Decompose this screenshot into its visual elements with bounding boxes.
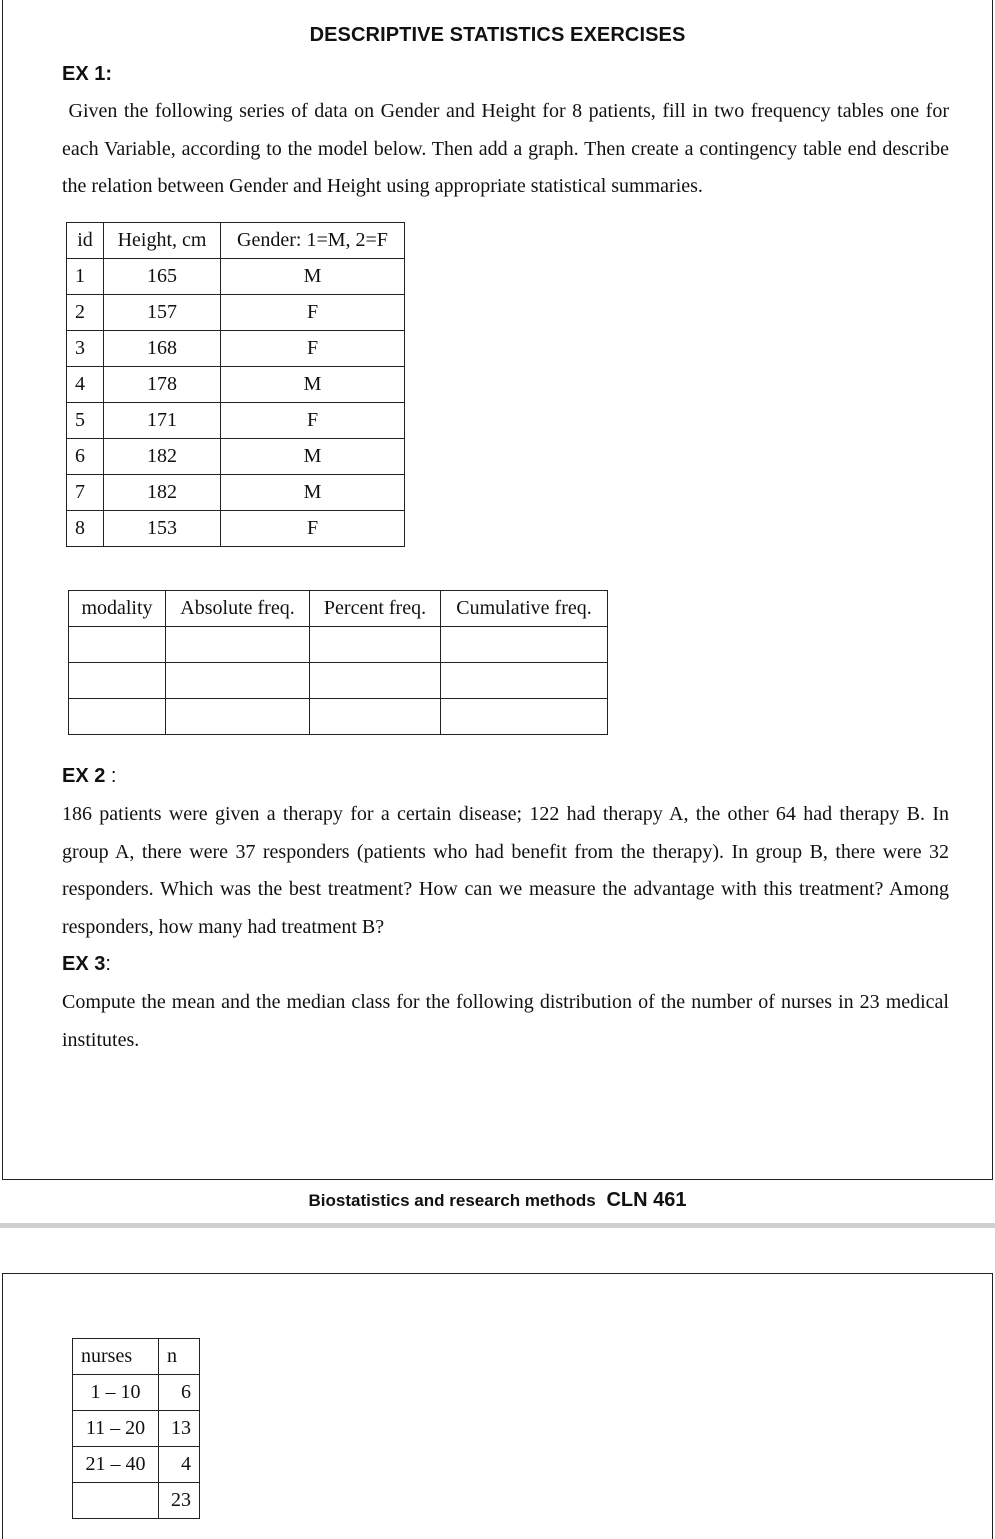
cell-n: 13 [159,1411,200,1447]
table-row [67,511,405,547]
ex2-colon: : [105,765,117,787]
header-height: Height, cm [104,223,221,259]
empty-cell [69,663,166,699]
ex1-heading [62,63,112,86]
table-row [67,439,405,475]
table-row [69,663,608,699]
cell-height: 157 [104,295,221,331]
ex1-label: EX 1 [62,63,106,85]
cell-gender: M [221,367,405,403]
cell-height: 178 [104,367,221,403]
cell-height: 165 [104,259,221,295]
page-separator [0,1223,995,1228]
cell-gender: M [221,475,405,511]
empty-cell [166,627,310,663]
cell-nurses-class: 1 – 10 [73,1375,159,1411]
page-2 [2,1273,993,1539]
cell-id: 4 [67,367,104,403]
header-modality: modality [69,591,166,627]
cell-id: 2 [67,295,104,331]
ex1-data-table [66,222,405,547]
ex3-colon: : [105,953,111,975]
ex2-label: EX 2 [62,765,106,787]
table-row [69,627,608,663]
cell-gender: F [221,295,405,331]
header-cumulative-freq: Cumulative freq. [441,591,608,627]
empty-cell [310,699,441,735]
cell-id: 5 [67,403,104,439]
table-row [73,1483,200,1519]
empty-cell [441,663,608,699]
table-row [67,295,405,331]
table-row [67,331,405,367]
cell-gender: M [221,439,405,475]
footer-course-name: Biostatistics and research methods [308,1191,596,1210]
empty-cell [166,663,310,699]
cell-n: 4 [159,1447,200,1483]
header-nurses: nurses [73,1339,159,1375]
table-header-row [73,1339,200,1375]
cell-n-total: 23 [159,1483,200,1519]
page-1 [2,0,993,1180]
empty-cell [310,663,441,699]
ex2-text: 186 patients were given a therapy for a certain disease; 122 had therapy A, the other 64 had therapy B. In group A, there were 37 responders (patients who had benefit from the therapy). In group B, there were 32 responders. Which was the best treatment? How can we measure the advantage with this treatment? Among responders, how many had treatment B? [62,803,949,938]
ex3-heading [62,953,111,976]
cell-n: 6 [159,1375,200,1411]
empty-cell [166,699,310,735]
cell-height: 153 [104,511,221,547]
cell-height: 182 [104,439,221,475]
empty-cell [441,627,608,663]
table-row [69,699,608,735]
ex3-nurses-table [72,1338,200,1519]
document-title: DESCRIPTIVE STATISTICS EXERCISES [309,24,686,46]
empty-cell [69,627,166,663]
table-header-row [67,223,405,259]
ex3-label: EX 3 [62,953,106,975]
ex1-text: Given the following series of data on Gender and Height for 8 patients, fill in two frequency tables one for each Variable, according to the model below. Then add a graph. Then create a contingency table end describe the relation between Gender and Height using appropriate statistical summaries. [62,100,955,197]
table-row [73,1375,200,1411]
empty-cell [310,627,441,663]
table-row [73,1447,200,1483]
table-header-row [69,591,608,627]
ex2-heading [62,765,116,788]
ex1-frequency-table [68,590,608,735]
header-absolute-freq: Absolute freq. [166,591,310,627]
page-footer [0,1189,995,1212]
empty-cell [69,699,166,735]
table-row [73,1411,200,1447]
ex3-text: Compute the mean and the median class for the following distribution of the number of nurses in 23 medical institutes. [62,991,949,1051]
empty-cell [441,699,608,735]
table-row [67,259,405,295]
cell-height: 171 [104,403,221,439]
table-row [67,367,405,403]
cell-height: 168 [104,331,221,367]
header-id: id [67,223,104,259]
header-percent-freq: Percent freq. [310,591,441,627]
cell-id: 1 [67,259,104,295]
cell-height: 182 [104,475,221,511]
ex1-colon: : [105,63,113,85]
header-n: n [159,1339,200,1375]
cell-gender: F [221,403,405,439]
cell-id: 8 [67,511,104,547]
cell-gender: M [221,259,405,295]
cell-id: 6 [67,439,104,475]
header-gender: Gender: 1=M, 2=F [221,223,405,259]
cell-nurses-class: 11 – 20 [73,1411,159,1447]
cell-gender: F [221,331,405,367]
table-row [67,403,405,439]
cell-nurses-total-label [73,1483,159,1519]
cell-nurses-class: 21 – 40 [73,1447,159,1483]
cell-gender: F [221,511,405,547]
cell-id: 3 [67,331,104,367]
footer-course-code: CLN 461 [606,1189,687,1211]
cell-id: 7 [67,475,104,511]
table-row [67,475,405,511]
